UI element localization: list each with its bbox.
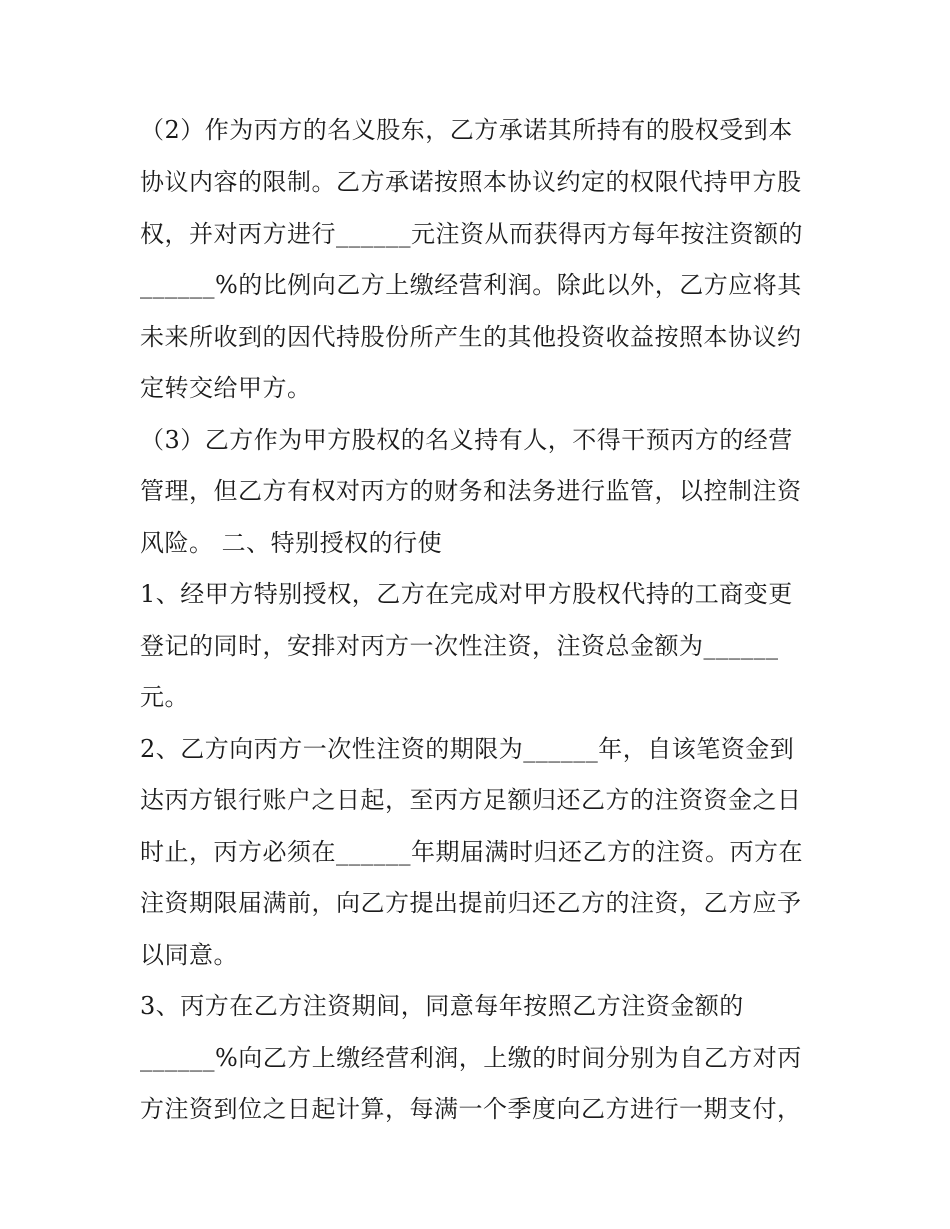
text-line: ______%的比例向乙方上缴经营利润。除此以外，乙方应将其 (140, 271, 802, 299)
text-line: 元。 (140, 683, 189, 711)
text-line: 注资期限届满前，向乙方提出提前归还乙方的注资，乙方应予 (140, 889, 802, 917)
text-line: （2）作为丙方的名义股东，乙方承诺其所持有的股权受到本 (140, 116, 793, 144)
text-line: 管理，但乙方有权对丙方的财务和法务进行监管，以控制注资 (140, 477, 802, 505)
text-line: 以同意。 (140, 941, 238, 969)
text-line: 达丙方银行账户之日起，至丙方足额归还乙方的注资资金之日 (140, 786, 802, 814)
text-line: 2、乙方向丙方一次性注资的期限为______年，自该笔资金到 (140, 735, 795, 763)
text-line: 3、丙方在乙方注资期间，同意每年按照乙方注资金额的 (140, 992, 744, 1020)
text-line: 定转交给甲方。 (140, 374, 312, 402)
text-line: 未来所收到的因代持股份所产生的其他投资收益按照本协议约 (140, 323, 802, 351)
text-line: ______%向乙方上缴经营利润，上缴的时间分别为自乙方对丙 (140, 1044, 802, 1072)
text-line: （3）乙方作为甲方股权的名义持有人，不得干预丙方的经营 (140, 426, 793, 454)
text-line: 登记的同时，安排对丙方一次性注资，注资总金额为______ (140, 632, 779, 660)
text-line: 权，并对丙方进行______元注资从而获得丙方每年按注资额的 (140, 220, 803, 248)
text-line: 方注资到位之日起计算，每满一个季度向乙方进行一期支付， (140, 1095, 802, 1123)
text-line: 协议内容的限制。乙方承诺按照本协议约定的权限代持甲方股 (140, 168, 802, 196)
text-line: 时止，丙方必须在______年期届满时归还乙方的注资。丙方在 (140, 838, 803, 866)
text-line: 风险。 二、特别授权的行使 (140, 529, 443, 557)
text-line: 1、经甲方特别授权，乙方在完成对甲方股权代持的工商变更 (140, 580, 793, 608)
